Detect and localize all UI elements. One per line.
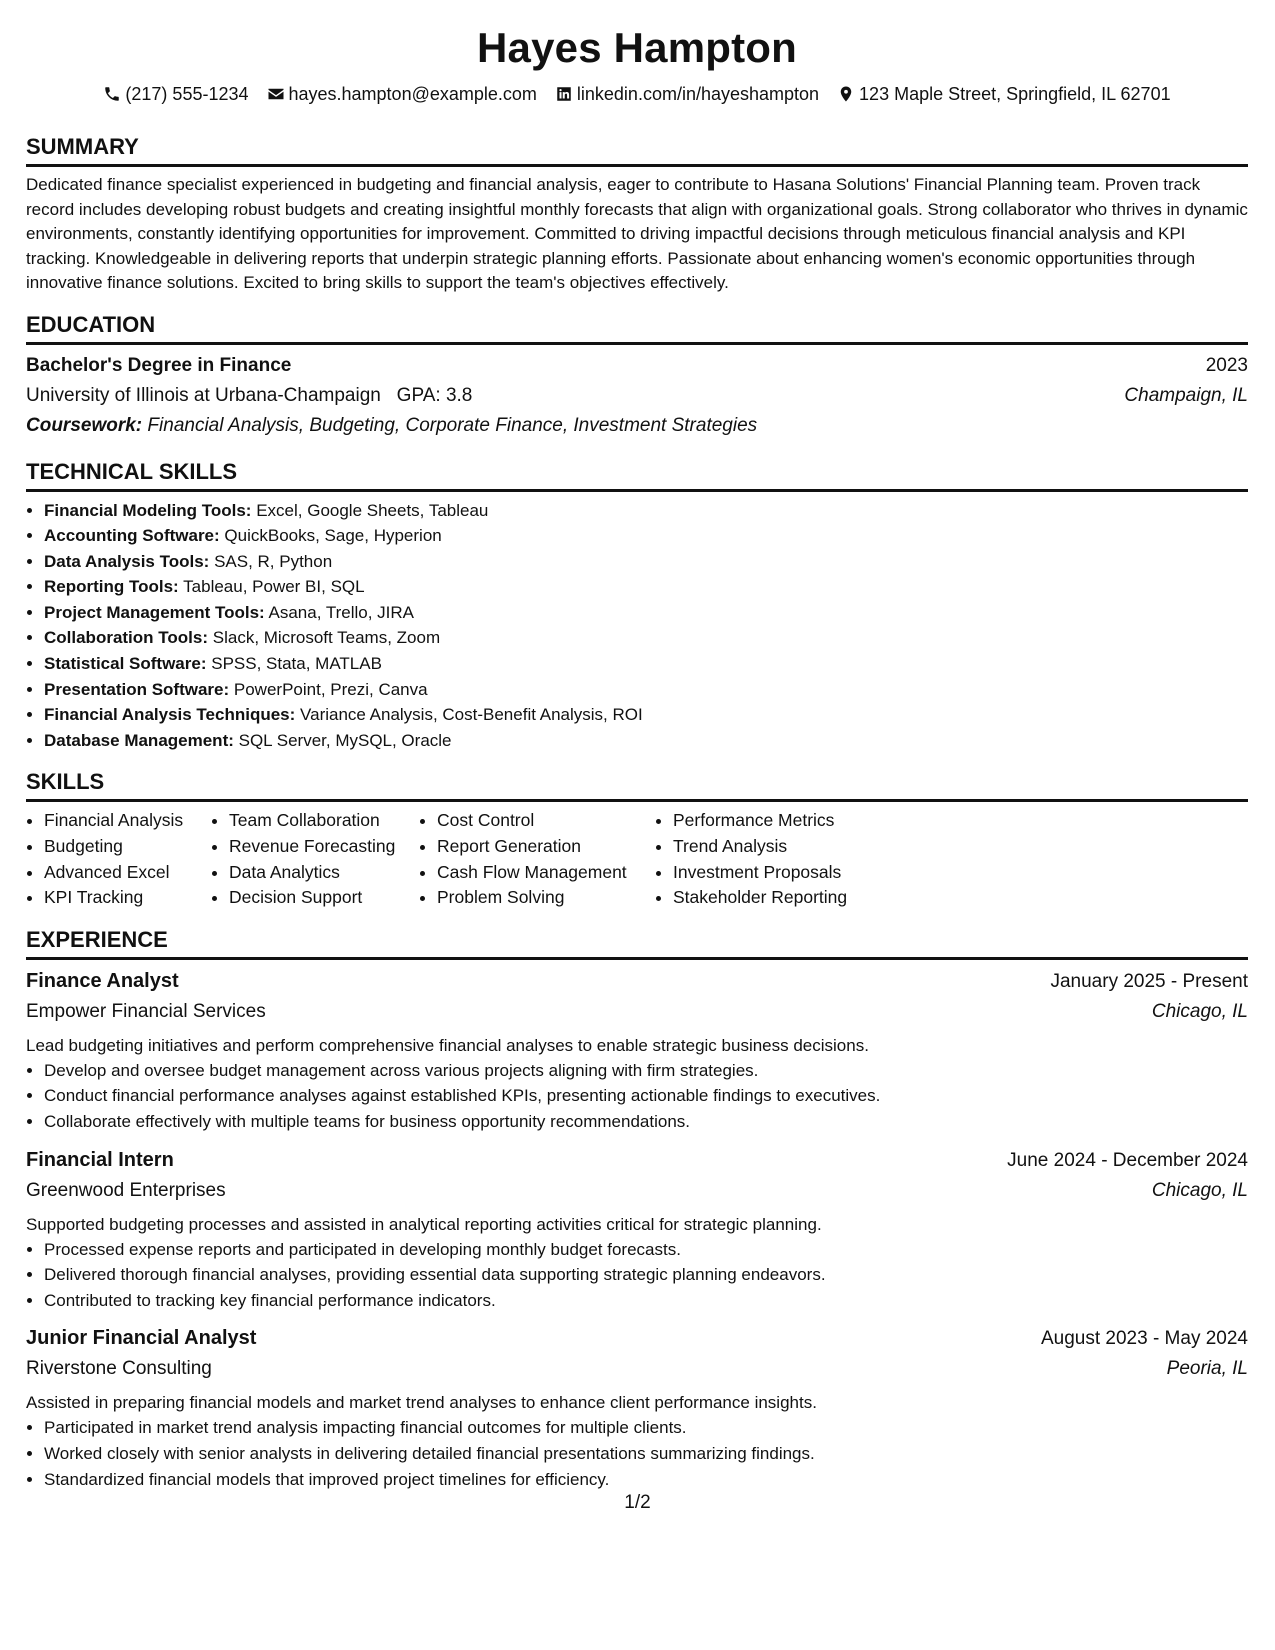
skill-values: Asana, Trello, JIRA: [268, 602, 415, 622]
skill-category: Project Management Tools:: [44, 602, 265, 622]
coursework-list: Financial Analysis, Budgeting, Corporate Finance, Investment Strategies: [147, 414, 758, 436]
skill-values: SPSS, Stata, MATLAB: [211, 654, 382, 674]
job-title: Junior Financial Analyst: [26, 1327, 257, 1350]
list-item: • Decision Support: [229, 885, 419, 911]
job-company: Greenwood Enterprises: [26, 1179, 226, 1201]
job-entry: [26, 1323, 1248, 1492]
list-item: [44, 549, 1248, 575]
summary-text: Dedicated finance specialist experienced in budgeting and financial analysis, eager to contribute to Hasana Solutions' Financial Planning team. Proven track record includes developing robust budgets and creating insightful monthly forecasts that align with organizational goals. Strong collaborator who thrives in dynamic environments, constantly identifying opportunities for improvement. Committed to driving impactful decisions through meticulous financial analysis and KPI tracking. Knowledgeable in delivering reports that underpin strategic planning efforts. Passionate about enhancing women's economic opportunities through innovative finance solutions. Excited to bring skills to support the team's objectives effectively.: [26, 175, 1248, 292]
map-marker-icon: [837, 85, 855, 103]
skill-values: QuickBooks, Sage, Hyperion: [224, 526, 442, 546]
coursework-line: [26, 411, 1248, 441]
job-title: Finance Analyst: [26, 969, 179, 992]
list-item: [44, 498, 1248, 524]
technical-skills-list: [26, 498, 1248, 754]
phone-icon: [103, 85, 121, 103]
experience-section: [26, 927, 1248, 1492]
education-entry: [26, 351, 1248, 441]
skill-category: Accounting Software:: [44, 526, 220, 546]
graduation-year: 2023: [1205, 354, 1248, 376]
job-description: Supported budgeting processes and assisted in analytical reporting activities critical for strategic planning.: [26, 1214, 822, 1234]
linkedin-text[interactable]: linkedin.com/in/hayeshampton: [576, 84, 820, 104]
job-dates: August 2023 - May 2024: [1040, 1328, 1248, 1350]
technical-skills-section: [26, 459, 1248, 754]
list-item: • Participated in market trend analysis impacting financial outcomes for multiple clients.: [44, 1415, 1248, 1441]
page-number: 1/2: [624, 1492, 651, 1513]
list-item: • Conduct financial performance analyses against established KPIs, presenting actionable findings to executives.: [44, 1083, 1248, 1109]
contact-address: [837, 82, 1171, 106]
list-item: • Processed expense reports and participated in developing monthly budget forecasts.: [44, 1237, 1248, 1263]
skill-category: Presentation Software:: [44, 679, 230, 699]
job-bullets: [26, 1237, 1248, 1314]
resume-page: [26, 20, 1248, 1492]
linkedin-icon: [555, 85, 573, 103]
list-item: • Advanced Excel: [44, 860, 211, 886]
envelope-icon: [267, 85, 285, 103]
list-item: • Stakeholder Reporting: [673, 885, 973, 911]
list-item: • Investment Proposals: [673, 860, 973, 886]
job-location: Chicago, IL: [1151, 1000, 1248, 1022]
skills-column: [211, 808, 419, 910]
list-item: • Standardized financial models that improved project timelines for efficiency.: [44, 1467, 1248, 1493]
skill-category: Database Management:: [44, 730, 234, 750]
skills-heading: SKILLS: [26, 769, 1248, 802]
skill-category: Financial Modeling Tools:: [44, 500, 252, 520]
list-item: • Problem Solving: [437, 885, 655, 911]
contact-linkedin[interactable]: [555, 82, 819, 106]
list-item: • Financial Analysis: [44, 808, 211, 834]
list-item: [44, 702, 1248, 728]
skill-values: SAS, R, Python: [214, 551, 333, 571]
list-item: • Collaborate effectively with multiple teams for business opportunity recommendations.: [44, 1109, 1248, 1135]
phone-text: (217) 555-1234: [125, 84, 249, 104]
candidate-name: Hayes Hampton: [476, 24, 798, 71]
coursework-label: Coursework:: [26, 414, 143, 436]
skill-values: Variance Analysis, Cost-Benefit Analysis, ROI: [300, 705, 643, 725]
list-item: [44, 600, 1248, 626]
contact-email[interactable]: [267, 82, 537, 106]
skill-category: Statistical Software:: [44, 654, 207, 674]
job-description: Lead budgeting initiatives and perform comprehensive financial analyses to enable strategic business decisions.: [26, 1035, 869, 1055]
list-item: [44, 651, 1248, 677]
job-entry: [26, 966, 1248, 1135]
list-item: • Budgeting: [44, 834, 211, 860]
skill-category: Collaboration Tools:: [44, 628, 209, 648]
job-dates: June 2024 - December 2024: [1007, 1149, 1248, 1171]
education-heading: EDUCATION: [26, 312, 1248, 345]
job-description: Assisted in preparing financial models and market trend analyses to enhance client performance insights.: [26, 1393, 817, 1413]
gpa: GPA: 3.8: [396, 384, 473, 406]
job-location: Chicago, IL: [1151, 1179, 1248, 1201]
skill-values: Excel, Google Sheets, Tableau: [256, 500, 489, 520]
list-item: • Revenue Forecasting: [229, 834, 419, 860]
list-item: [44, 625, 1248, 651]
address-text: 123 Maple Street, Springfield, IL 62701: [859, 84, 1171, 104]
skills-column: [419, 808, 655, 910]
experience-heading: EXPERIENCE: [26, 927, 1248, 960]
summary-section: [26, 134, 1248, 296]
job-dates: January 2025 - Present: [1050, 970, 1248, 992]
list-item: • Trend Analysis: [673, 834, 973, 860]
school-line: [26, 381, 472, 411]
contact-phone: [103, 82, 248, 106]
skill-values: PowerPoint, Prezi, Canva: [233, 679, 428, 699]
list-item: [44, 523, 1248, 549]
list-item: • Delivered thorough financial analyses, providing essential data supporting strategic planning endeavors.: [44, 1262, 1248, 1288]
skills-grid: [26, 808, 1248, 910]
skills-section: [26, 769, 1248, 910]
contact-bar: [26, 82, 1248, 106]
job-bullets: [26, 1415, 1248, 1492]
list-item: • Report Generation: [437, 834, 655, 860]
list-item: [44, 574, 1248, 600]
list-item: • Develop and oversee budget management across various projects aligning with firm strategies.: [44, 1058, 1248, 1084]
list-item: • Cost Control: [437, 808, 655, 834]
list-item: • Performance Metrics: [673, 808, 973, 834]
list-item: • Team Collaboration: [229, 808, 419, 834]
skill-values: Slack, Microsoft Teams, Zoom: [212, 628, 441, 648]
skills-column: [26, 808, 211, 910]
technical-skills-heading: TECHNICAL SKILLS: [26, 459, 1248, 492]
job-entry: [26, 1145, 1248, 1314]
job-company: Riverstone Consulting: [26, 1358, 212, 1380]
skills-column: [655, 808, 973, 910]
list-item: • Contributed to tracking key financial performance indicators.: [44, 1288, 1248, 1314]
skill-category: Reporting Tools:: [44, 577, 179, 597]
skill-category: Data Analysis Tools:: [44, 551, 210, 571]
school-name: University of Illinois at Urbana-Champaign: [26, 384, 381, 406]
skill-values: SQL Server, MySQL, Oracle: [238, 730, 452, 750]
school-location: Champaign, IL: [1124, 384, 1248, 406]
job-location: Peoria, IL: [1166, 1358, 1248, 1380]
list-item: • Data Analytics: [229, 860, 419, 886]
job-title: Financial Intern: [26, 1148, 174, 1171]
education-section: [26, 312, 1248, 441]
summary-heading: SUMMARY: [26, 134, 1248, 167]
list-item: • Cash Flow Management: [437, 860, 655, 886]
list-item: • Worked closely with senior analysts in delivering detailed financial presentations summarizing findings.: [44, 1441, 1248, 1467]
list-item: • KPI Tracking: [44, 885, 211, 911]
job-bullets: [26, 1058, 1248, 1135]
skill-category: Financial Analysis Techniques:: [44, 705, 296, 725]
skill-values: Tableau, Power BI, SQL: [183, 577, 365, 597]
job-company: Empower Financial Services: [26, 1000, 266, 1022]
list-item: [44, 677, 1248, 703]
email-text[interactable]: hayes.hampton@example.com: [288, 84, 537, 104]
list-item: [44, 728, 1248, 754]
degree: Bachelor's Degree in Finance: [26, 354, 292, 376]
